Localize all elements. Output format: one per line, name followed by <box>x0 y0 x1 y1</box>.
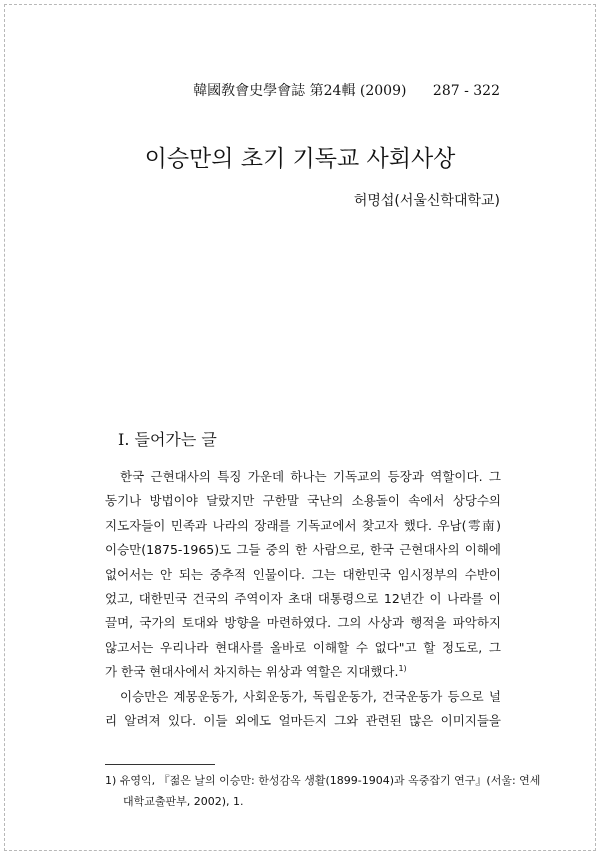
running-header <box>193 80 500 100</box>
body-line: 었고, 대한민국 건국의 주역이자 초대 대통령으로 12년간 이 나라를 이 <box>105 590 501 606</box>
body-line: 없어서는 안 되는 중추적 인물이다. 그는 대한민국 임시정부의 수반이 <box>105 566 501 582</box>
body-line: 끌며, 국가의 토대와 방향을 마련하였다. 그의 사상과 행적을 파악하지 <box>105 615 501 631</box>
footnote-line: 대학교출판부, 2002), 1. <box>123 795 244 808</box>
body-line: 가 한국 현대사에서 차지하는 위상과 역할은 지대했다. <box>105 664 399 680</box>
section-heading: I. 들어가는 글 <box>118 430 217 449</box>
body-line: 지도자들이 민족과 나라의 장래를 기독교에서 찾고자 했다. 우남(雩南) <box>105 517 501 533</box>
author-affiliation: 허명섭(서울신학대학교) <box>353 193 500 209</box>
body-line: 리 알려져 있다. 이들 외에도 얼마든지 그와 관련된 많은 이미지들을 <box>105 712 501 728</box>
page-range: 287 - 322 <box>432 83 500 99</box>
body-text <box>105 465 501 733</box>
footnote-line: 1) 유영익, 『젊은 날의 이승만: 한성감옥 생활(1899-1904)과 옥중잡기 연구』(서울: 연세 <box>105 774 541 787</box>
journal-name: 韓國敎會史學會誌 第24輯 (2009) <box>193 83 407 99</box>
body-line: 않고서는 우리나라 현대사를 올바로 이해할 수 없다"고 할 정도로, 그 <box>105 639 501 655</box>
body-line: 이승만은 계몽운동가, 사회운동가, 독립운동가, 건국운동가 등으로 널 <box>120 688 501 704</box>
body-line-with-footnote <box>105 660 501 684</box>
body-line: 동기나 방법이야 달랐지만 구한말 국난의 소용돌이 속에서 상당수의 <box>105 493 501 509</box>
footnotes <box>105 770 541 812</box>
footnote-divider <box>105 764 215 765</box>
body-line: 이승만(1875-1965)도 그들 중의 한 사람으로, 한국 근현대사의 이해에 <box>105 542 501 558</box>
paper-title: 이승만의 초기 기독교 사회사상 <box>144 146 456 172</box>
footnote-ref[interactable]: 1) <box>398 663 407 673</box>
body-line: 한국 근현대사의 특징 가운데 하나는 기독교의 등장과 역할이다. 그 <box>120 469 501 484</box>
